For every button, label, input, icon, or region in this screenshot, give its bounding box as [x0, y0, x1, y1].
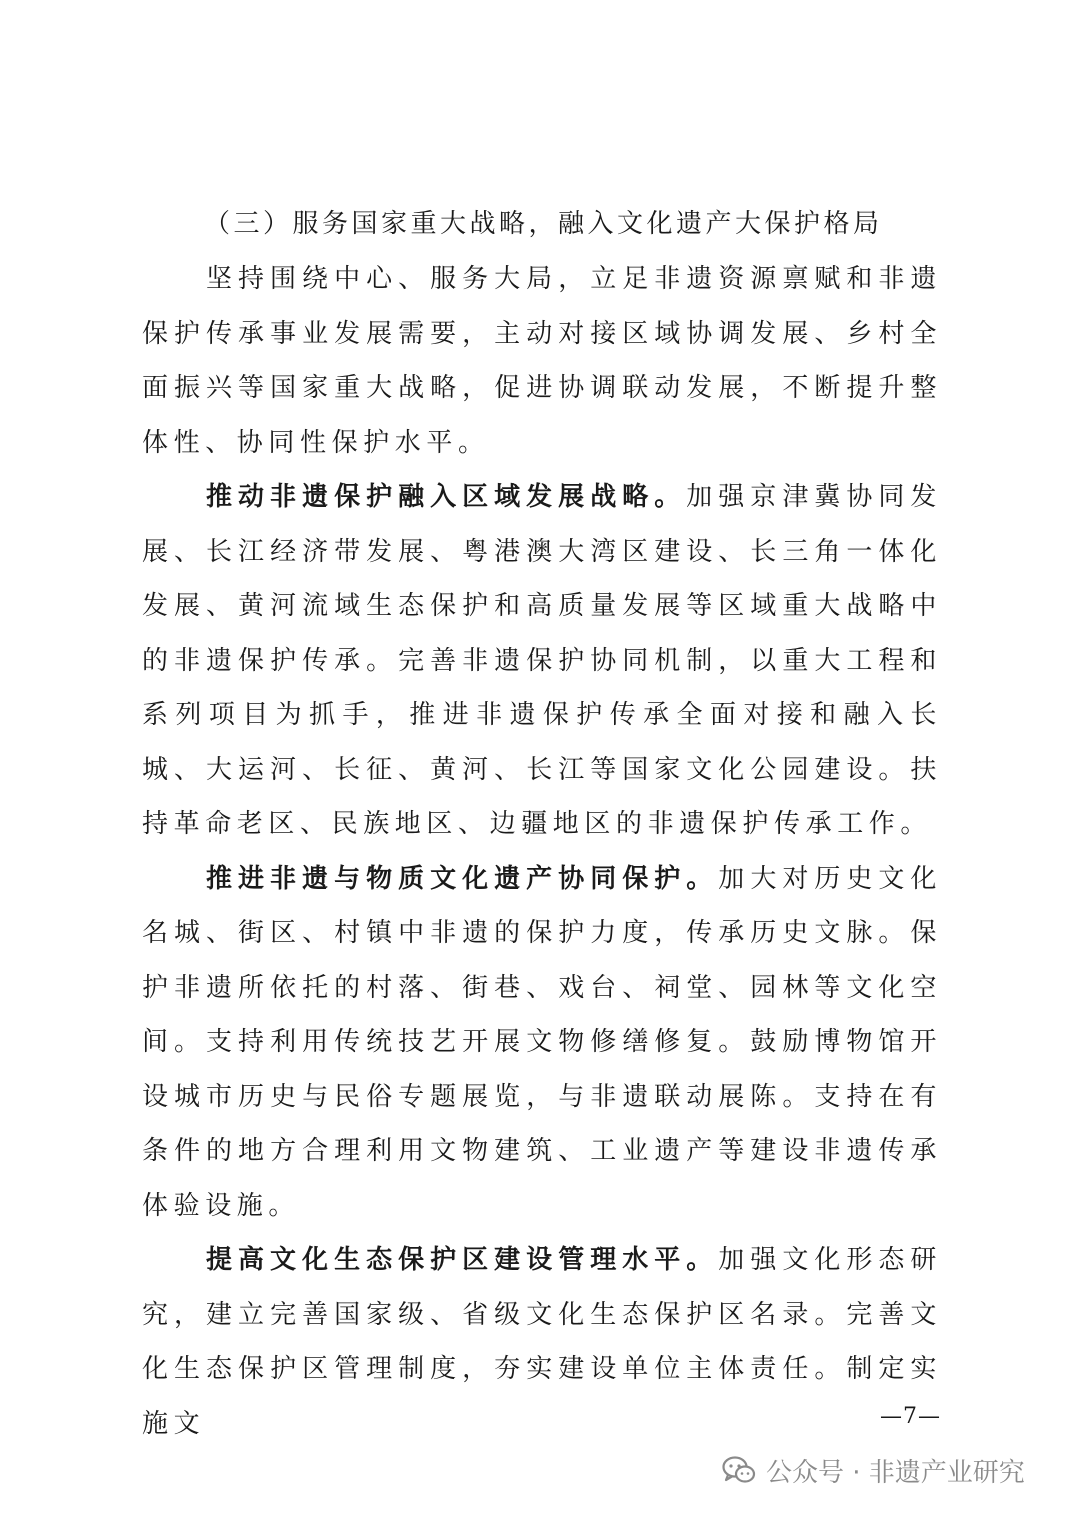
section-heading: （三）服务国家重大战略，融入文化遗产大保护格局 [204, 209, 883, 239]
watermark-text: 公众号 · 非遗产业研究 [766, 1457, 1025, 1488]
paragraph-body: 加大对历史文化名城、街区、村镇中非遗的保护力度，传承历史文脉。保护非遗所依托的村落、街巷、戏台、祠堂、园林等文化空间。支持利用传统技艺开展文物修缮修复。鼓励博物馆开设城市历史与民俗专题展览，与非遗联动展陈。支持在有条件的地方合理利用文物建筑、工业遗产等建设非遗传承体验设施。 [142, 863, 943, 1221]
watermark [722, 1446, 1025, 1494]
wechat-icon [722, 1455, 756, 1485]
intro-paragraph: 坚持围绕中心、服务大局，立足非遗资源禀赋和非遗保护传承事业发展需要，主动对接区域协调发展、乡村全面振兴等国家重大战略，促进协调联动发展，不断提升整体性、协同性保护水平。 [142, 264, 942, 458]
paragraph-regional-strategy [142, 470, 942, 852]
paragraph-lead: 推动非遗保护融入区域发展战略。 [206, 482, 687, 512]
paragraph-body: 加强文化形态研究，建立完善国家级、省级文化生态保护区名录。完善文化生态保护区管理制度，夯实建设单位主体责任。制定实施文 [142, 1245, 943, 1439]
paragraph-lead: 推进非遗与物质文化遗产协同保护。 [206, 863, 719, 894]
document-body [142, 196, 942, 1451]
paragraph-heritage-protection [142, 852, 942, 1234]
paragraph-lead: 提高文化生态保护区建设管理水平。 [206, 1245, 719, 1275]
page-number: —7— [880, 1404, 941, 1429]
paragraph-ecological-zone [142, 1233, 942, 1451]
paragraph-body: 加强京津冀协同发展、长江经济带发展、粤港澳大湾区建设、长三角一体化发展、黄河流域生态保护和高质量发展等区域重大战略中的非遗保护传承。完善非遗保护协同机制，以重大工程和系列项目为抓手，推进非遗保护传承全面对接和融入长城、大运河、长征、黄河、长江等国家文化公园建设。扶持革命老区、民族地区、边疆地区的非遗保护传承工作。 [142, 482, 942, 839]
